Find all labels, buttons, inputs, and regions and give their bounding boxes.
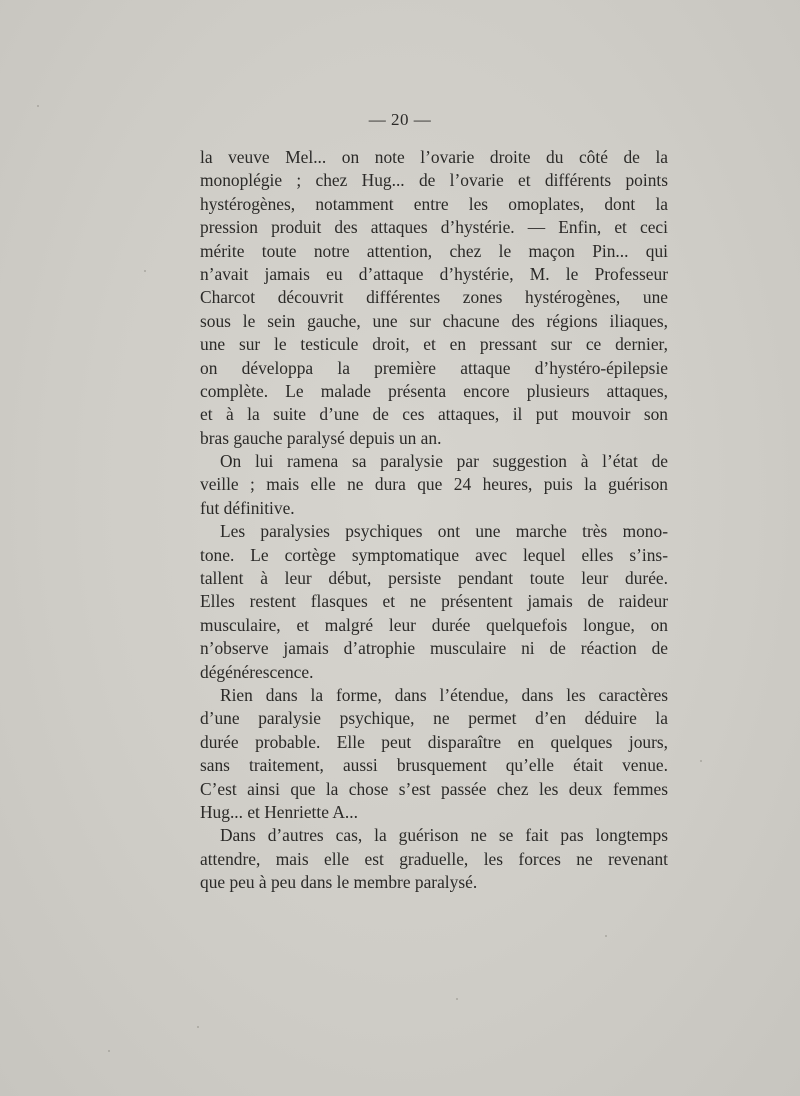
paragraph	[200, 450, 668, 520]
text-line: bras gauche paralysé depuis un an.	[200, 427, 442, 448]
text-line: Les paralysies psychiques ont une marche très mono-	[220, 521, 668, 542]
text-line: veille ; mais elle ne dura que 24 heures, puis la guérison	[200, 474, 668, 495]
text-line: Rien dans la forme, dans l’étendue, dans les caractères	[220, 684, 668, 705]
text-line: sous le sein gauche, une sur chacune des régions iliaques,	[200, 310, 668, 331]
text-line: Charcot découvrit différentes zones hystérogènes, une	[200, 287, 668, 308]
text-line: on développa la première attaque d’hystéro-épilepsie	[200, 357, 668, 378]
text-line: C’est ainsi que la chose s’est passée chez les deux femmes	[200, 778, 668, 799]
text-line: On lui ramena sa paralysie par suggestion à l’état de	[220, 451, 668, 472]
paragraph	[200, 146, 668, 450]
text-line: musculaire, et malgré leur durée quelquefois longue, on	[200, 614, 668, 635]
paper-speck	[108, 1050, 110, 1052]
text-line: fut définitive.	[200, 497, 295, 518]
text-line: que peu à peu dans le membre paralysé.	[200, 872, 478, 893]
text-line: attendre, mais elle est graduelle, les forces ne revenant	[200, 848, 668, 869]
text-line: pression produit des attaques d’hystérie. — Enfin, et ceci	[200, 217, 668, 238]
body-text	[200, 146, 668, 895]
text-line: monoplégie ; chez Hug... de l’ovarie et différents points	[200, 170, 668, 191]
text-line: tallent à leur début, persiste pendant toute leur durée.	[200, 568, 668, 589]
text-line: n’observe jamais d’atrophie musculaire ni de réaction de	[200, 638, 668, 659]
paragraph	[200, 824, 668, 894]
text-line: mérite toute notre attention, chez le maçon Pin... qui	[200, 240, 668, 261]
text-line: Dans d’autres cas, la guérison ne se fait pas longtemps	[220, 825, 668, 846]
paper-speck	[197, 1026, 199, 1028]
text-line: complète. Le malade présenta encore plusieurs attaques,	[200, 380, 668, 401]
text-line: dégénérescence.	[200, 661, 314, 682]
text-line: hystérogènes, notamment entre les omoplates, dont la	[200, 193, 668, 214]
paper-speck	[700, 760, 702, 762]
text-line: Hug... et Henriette A...	[200, 801, 358, 822]
text-line: durée probable. Elle peut disparaître en quelques jours,	[200, 731, 668, 752]
text-line: la veuve Mel... on note l’ovarie droite du côté de la	[200, 147, 668, 167]
page-number: — 20 —	[368, 110, 432, 129]
text-line: tone. Le cortège symptomatique avec lequel elles s’ins-	[200, 544, 668, 565]
paper-speck	[605, 935, 607, 937]
text-line: d’une paralysie psychique, ne permet d’en déduire la	[200, 708, 668, 729]
text-line: Elles restent flasques et ne présentent jamais de raideur	[200, 591, 668, 612]
text-line: sans traitement, aussi brusquement qu’elle était venue.	[200, 755, 668, 776]
paper-speck	[144, 270, 146, 272]
paragraph	[200, 520, 668, 684]
text-line: une sur le testicule droit, et en pressant sur ce dernier,	[200, 334, 668, 355]
text-line: et à la suite d’une de ces attaques, il put mouvoir son	[200, 404, 668, 425]
paper-speck	[37, 105, 39, 107]
text-line: n’avait jamais eu d’attaque d’hystérie, M. le Professeur	[200, 263, 668, 284]
paragraph	[200, 684, 668, 824]
paper-speck	[456, 998, 458, 1000]
